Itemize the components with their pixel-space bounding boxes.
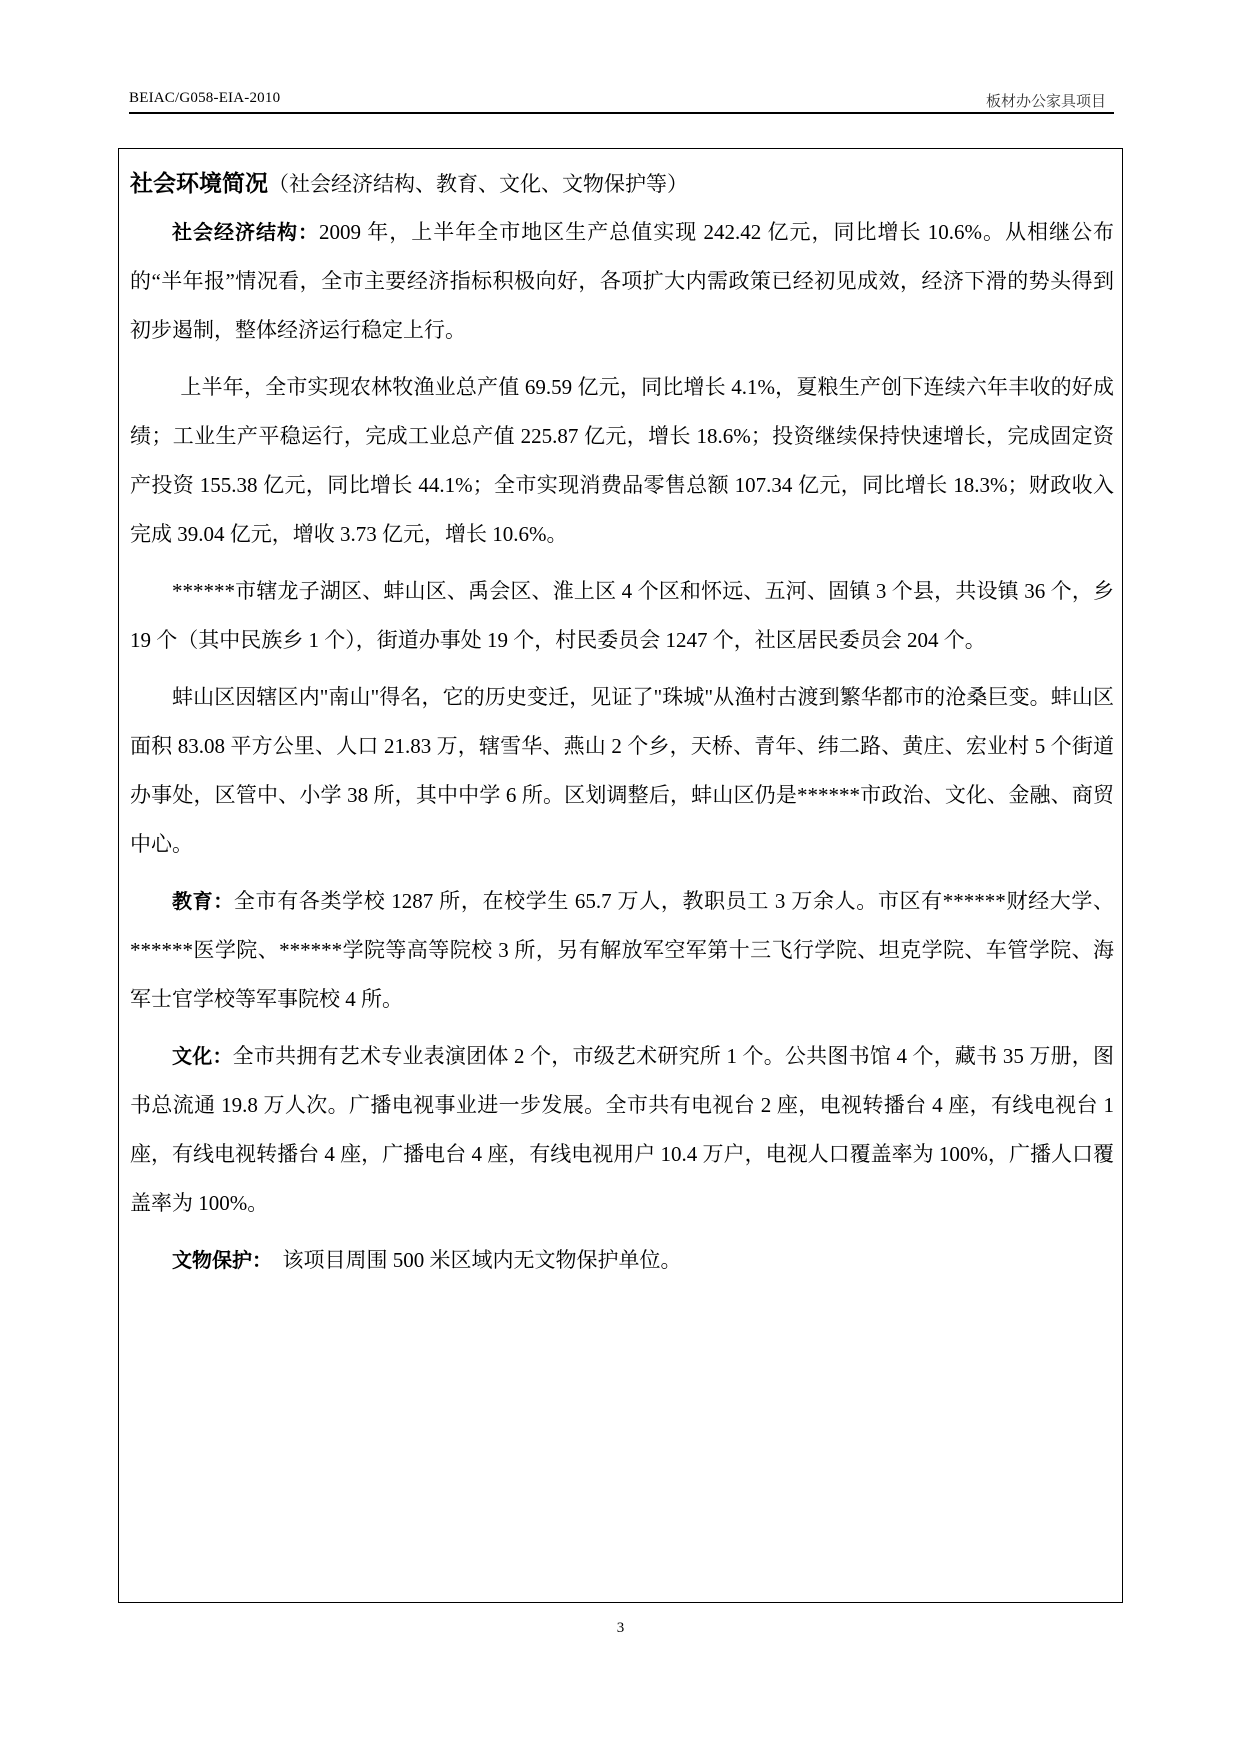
page-header — [129, 84, 1114, 114]
paragraph-text: 全市有各类学校 1287 所，在校学生 65.7 万人，教职员工 3 万余人。市区有******财经大学、******医学院、******学院等高等院校 3 所，另有解放军空军第十三飞行学院、坦克学院、车管学院、海军士官学校等军事院校 4 所。 — [130, 889, 1114, 1011]
content-body — [130, 160, 1114, 1293]
paragraph-administrative-divisions — [130, 567, 1114, 665]
paragraph-text: 该项目周围 500 米区域内无文物保护单位。 — [272, 1248, 682, 1272]
section-title: 社会环境简况 — [130, 171, 268, 197]
project-name: 板材办公家具项目 — [985, 94, 1106, 110]
paragraph-bengshan-district — [130, 673, 1114, 869]
paragraph-lead: 文化： — [172, 1044, 233, 1068]
paragraph-first-half-stats — [130, 363, 1114, 559]
document-code: BEIAC/G058-EIA-2010 — [129, 90, 281, 106]
page-number: 3 — [616, 1620, 625, 1636]
paragraph-heritage-protection — [130, 1236, 1114, 1285]
paragraph-text: ******市辖龙子湖区、蚌山区、禹会区、淮上区 4 个区和怀远、五河、固镇 3 个县，共设镇 36 个，乡 19 个（其中民族乡 1 个），街道办事处 19 个，村民委员会 1247 个，社区居民委员会 204 个。 — [130, 579, 1114, 652]
paragraph-text: 全市共拥有艺术专业表演团体 2 个，市级艺术研究所 1 个。公共图书馆 4 个，藏书 35 万册，图书总流通 19.8 万人次。广播电视事业进一步发展。全市共有电视台 2 座，电视转播台 4 座，有线电视台 1 座，有线电视转播台 4 座，广播电台 4 座，有线电视用户 10.4 万户，电视人口覆盖率为 100%，广播人口覆盖率为 100%。 — [130, 1044, 1114, 1215]
paragraph-lead: 文物保护： — [172, 1248, 272, 1272]
section-heading — [130, 160, 1114, 208]
paragraph-socioeconomic — [130, 208, 1114, 355]
paragraph-text: 上半年，全市实现农林牧渔业总产值 69.59 亿元，同比增长 4.1%，夏粮生产创下连续六年丰收的好成绩；工业生产平稳运行，完成工业总产值 225.87 亿元，增长 18.6%；投资继续保持快速增长，完成固定资产投资 155.38 亿元，同比增长 44.1%；全市实现消费品零售总额 107.34 亿元，同比增长 18.3%；财政收入完成 39.04 亿元，增收 3.73 亿元，增长 10.6%。 — [130, 375, 1114, 546]
paragraph-text: 2009 年，上半年全市地区生产总值实现 242.42 亿元，同比增长 10.6%。从相继公布的“半年报”情况看，全市主要经济指标积极向好，各项扩大内需政策已经初见成效，经济下滑的势头得到初步遏制，整体经济运行稳定上行。 — [130, 220, 1114, 342]
paragraph-lead: 社会经济结构： — [172, 220, 319, 244]
paragraph-lead: 教育： — [172, 889, 234, 913]
paragraph-culture — [130, 1032, 1114, 1228]
paragraph-education — [130, 877, 1114, 1024]
section-subtitle: （社会经济结构、教育、文化、文物保护等） — [268, 172, 688, 196]
paragraph-text: 蚌山区因辖区内"南山"得名，它的历史变迁，见证了"珠城"从渔村古渡到繁华都市的沧桑巨变。蚌山区面积 83.08 平方公里、人口 21.83 万，辖雪华、燕山 2 个乡，天桥、青年、纬二路、黄庄、宏业村 5 个街道办事处，区管中、小学 38 所，其中中学 6 所。区划调整后，蚌山区仍是******市政治、文化、金融、商贸中心。 — [130, 685, 1114, 856]
